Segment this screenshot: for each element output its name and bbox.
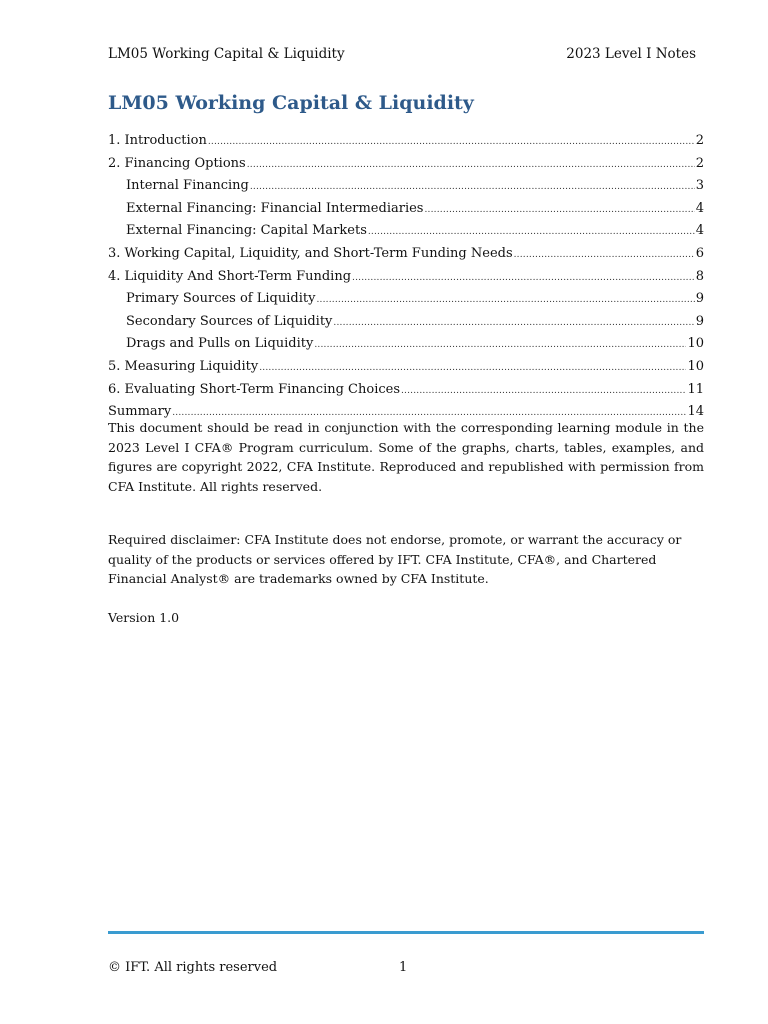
- toc-entry[interactable]: [108, 333, 704, 356]
- footer-divider: [108, 931, 704, 934]
- header-left-text: LM05 Working Capital & Liquidity: [108, 46, 345, 62]
- toc-entry-page: 4: [695, 223, 704, 239]
- toc-entry-label: Internal Financing: [126, 178, 249, 194]
- header-right-text: 2023 Level I Notes: [566, 46, 696, 62]
- toc-entry-page: 4: [695, 200, 704, 216]
- page-header: [108, 46, 696, 62]
- toc-entry[interactable]: [108, 266, 704, 289]
- toc-entry-label: External Financing: Capital Markets: [126, 223, 367, 239]
- toc-entry-label: Drags and Pulls on Liquidity: [126, 336, 314, 352]
- toc-entry[interactable]: [108, 220, 704, 243]
- toc-entry-label: 6. Evaluating Short-Term Financing Choices: [108, 381, 400, 397]
- toc-entry[interactable]: [108, 175, 704, 198]
- toc-dot-leader: [514, 244, 695, 267]
- document-title: LM05 Working Capital & Liquidity: [108, 92, 474, 114]
- toc-dot-leader: [259, 357, 686, 380]
- toc-entry[interactable]: [108, 311, 704, 334]
- toc-dot-leader: [368, 221, 695, 244]
- toc-dot-leader: [424, 199, 694, 222]
- toc-entry[interactable]: [108, 153, 704, 176]
- toc-dot-leader: [208, 131, 695, 154]
- toc-entry-page: 8: [695, 268, 704, 284]
- toc-entry-page: 11: [687, 381, 704, 397]
- toc-entry-label: Secondary Sources of Liquidity: [126, 313, 333, 329]
- toc-entry-label: 2. Financing Options: [108, 155, 246, 171]
- toc-entry-page: 9: [695, 313, 704, 329]
- table-of-contents: [108, 130, 704, 424]
- toc-entry-label: 3. Working Capital, Liquidity, and Short-Term Funding Needs: [108, 245, 513, 261]
- toc-entry[interactable]: [108, 288, 704, 311]
- toc-entry-page: 14: [687, 404, 704, 420]
- toc-entry-label: 4. Liquidity And Short-Term Funding: [108, 268, 352, 284]
- toc-entry-label: 1. Introduction: [108, 133, 207, 148]
- toc-entry[interactable]: [108, 130, 704, 153]
- intro-paragraph: This document should be read in conjunction with the corresponding learning module in the 2023 Level I CFA® Program curriculum. Some of the graphs, charts, tables, examples, and figures are copyright 2022, CFA Institute. Reproduced and republished with permission from CFA Institute. All rights reserved.: [108, 420, 704, 494]
- toc-entry-page: 10: [687, 336, 704, 352]
- toc-entry-page: 2: [695, 155, 704, 171]
- footer-copyright: © IFT. All rights reserved: [108, 960, 278, 975]
- toc-entry-page: 2: [695, 133, 704, 148]
- toc-dot-leader: [247, 154, 695, 177]
- toc-entry-label: Summary: [108, 404, 172, 420]
- toc-entry[interactable]: [108, 243, 704, 266]
- version-text: Version 1.0: [108, 610, 180, 625]
- toc-dot-leader: [314, 334, 686, 357]
- toc-entry-page: 6: [695, 245, 704, 261]
- toc-entry[interactable]: [108, 198, 704, 221]
- toc-entry-label: Primary Sources of Liquidity: [126, 291, 316, 307]
- disclaimer-paragraph: Required disclaimer: CFA Institute does not endorse, promote, or warrant the accuracy or quality of the products or services offered by IFT. CFA Institute, CFA®, and Chartered Financial Analyst® are trademarks owned by CFA Institute.: [108, 532, 682, 586]
- toc-dot-leader: [316, 289, 694, 312]
- toc-entry-page: 10: [687, 358, 704, 374]
- toc-entry-page: 9: [695, 291, 704, 307]
- toc-dot-leader: [352, 267, 695, 290]
- toc-dot-leader: [401, 380, 686, 403]
- toc-entry-label: 5. Measuring Liquidity: [108, 358, 259, 374]
- footer-page-number: 1: [399, 960, 408, 975]
- toc-entry-page: 3: [695, 178, 704, 194]
- toc-dot-leader: [250, 176, 695, 199]
- toc-dot-leader: [333, 312, 694, 335]
- toc-entry[interactable]: [108, 356, 704, 379]
- toc-entry-label: External Financing: Financial Intermediaries: [126, 200, 424, 216]
- toc-entry[interactable]: [108, 379, 704, 402]
